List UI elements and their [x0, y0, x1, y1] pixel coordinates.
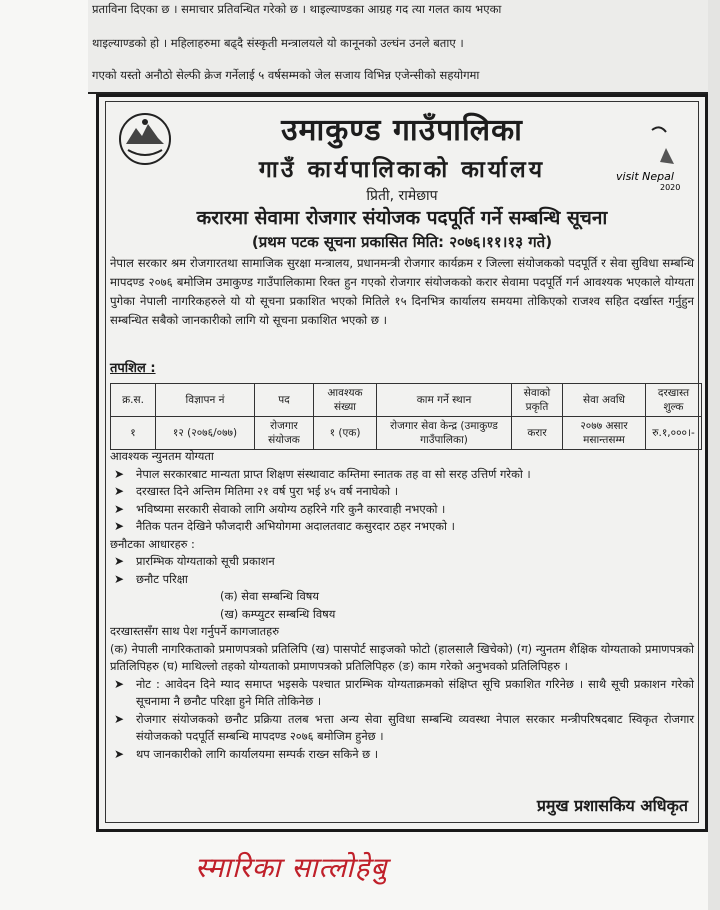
notice-title: करारमा सेवामा रोजगार संयोजक पदपूर्ति गर्ने सम्बन्धि सूचना: [196, 207, 608, 229]
details-heading: तपशिल :: [110, 361, 156, 376]
table-cell: १२ (२०७६/०७७): [156, 417, 255, 450]
table-header: क्र.स.: [111, 384, 156, 417]
office-name: गाउँ कार्यपालिकाको कार्यालय: [258, 157, 546, 183]
intro-paragraph: नेपाल सरकार श्रम रोजगारतथा सामाजिक सुरक्षा मन्त्रालय, प्रधानमन्त्री रोजगार कार्यक्रम र जिल्ला संयोजकको पदपूर्ति र सेवा सुविधा सम्बन्धि मापदण्ड २०७६ बमोजिम उमाकुण्ड गाउँपालिकामा रिक्त हुन गएको रोजगार संयोजकको करार सेवामा पदपूर्ति गर्न आवश्यक भएकाले योग्यता पुगेका नेपाली नागरिकहरुले यो यो सूचना प्रकाशित भएको मितिले १५ दिनभित्र कार्यालय समयमा तोकिएको राजश्व सहित दर्खास्त गर्नुहुन सम्बन्धित सबैको जानकारीको लागि यो सूचना प्रकाशित भएको छ ।: [110, 256, 694, 327]
qualification-heading: आवश्यक न्युनतम योग्यता: [110, 449, 214, 463]
news-line: प्रताविना दिएका छ । समाचार प्रतिवन्धित गरेको छ । थाइल्याण्डका आग्रह गद त्या गलत काय भएका: [92, 2, 502, 16]
office-location: प्रिती, रामेछाप: [366, 188, 438, 204]
page-edge: [708, 0, 720, 910]
exam-subject: (क) सेवा सम्बन्धि विषय: [220, 589, 319, 603]
table-cell: २०७७ असार मसान्तसम्म: [563, 417, 646, 450]
table-header: पद: [255, 384, 314, 417]
table-header-row: [111, 384, 702, 417]
table-header: सेवाको प्रकृति: [512, 384, 563, 417]
table-cell: रोजगार संयोजक: [255, 417, 314, 450]
list-item: ➤ भविष्यमा सरकारी सेवाको लागि अयोग्य ठहरिने गरि कुनै कारवाही नभएको ।: [110, 501, 694, 519]
list-item: ➤ प्रारम्भिक योग्यताको सूची प्रकाशन: [110, 553, 694, 571]
signatory: प्रमुख प्रशासकिय अधिकृत: [536, 796, 688, 815]
selection-heading: छनौटका आधारहरु :: [110, 536, 195, 551]
table-cell: १: [111, 417, 156, 450]
list-item: ➤ नैतिक पतन देखिने फौजदारी अभियोगमा अदालतवाट कसुरदार ठहर नभएको ।: [110, 518, 694, 536]
organization-name: उमाकुण्ड गाउँपालिका: [281, 113, 523, 148]
table-header: आवश्यक संख्या: [314, 384, 377, 417]
note-item: ➤ नोट : आवेदन दिने म्याद समाप्त भइसके पश्चात प्रारम्भिक योग्यताक्रमको संक्षिप्त सूचि प्रकाशित गरिनेछ । साथै सूची प्रकाशन गरेको सूचनामा नै छनौट परिक्षा हुने मिति तोकिनेछ ।: [110, 676, 694, 711]
vacancy-notice: [96, 94, 708, 832]
visit-nepal-year: 2020: [660, 183, 681, 192]
list-item: ➤ नेपाल सरकारबाट मान्यता प्राप्त शिक्षण संस्थावाट कम्तिमा स्नातक तह वा सो सरह उत्तिर्ण गरेको ।: [110, 466, 694, 484]
table-cell: रोजगार सेवा केन्द्र (उमाकुण्ड गाउँपालिका): [377, 417, 512, 450]
table-header: दरखास्त शुल्क: [646, 384, 702, 417]
table-header: सेवा अवधि: [563, 384, 646, 417]
list-item: ➤ दरखास्त दिने अन्तिम मितिमा २१ वर्ष पुरा भई ४५ वर्ष ननाघेको ।: [110, 483, 694, 501]
table-cell: १ (एक): [314, 417, 377, 450]
notice-subtitle: (प्रथम पटक सूचना प्रकासित मिति: २०७६।११।१३ गते): [251, 233, 553, 251]
exam-subject: (ख) कम्प्युटर सम्बन्धि विषय: [220, 606, 336, 621]
news-line: गएको यस्तो अनौठो सेल्फी क्रेज गर्नेलाई ५ वर्षसम्मको जेल सजाय विभिन्न एजेन्सीको सहयोगमा: [92, 68, 480, 82]
handwritten-note: स्मारिका सात्लोहेबु: [195, 851, 388, 884]
news-line: थाइल्याण्डको हो । महिलाहरुमा बढ्दै संस्कृती मन्त्रालयले यो कानूनको उल्घंन उनले बताए ।: [92, 36, 464, 50]
documents-list: (क) नेपाली नागरिकताको प्रमाणपत्रको प्रतिलिपि (ख) पासपोर्ट साइजको फोटो (हालसालै खिचेको) (ग) न्युनतम शैक्षिक योग्यताको प्रमाणपत्रको प्रतिलिपिहरु (घ) माथिल्लो तहको योग्यताको प्रमाणपत्रको प्रतिलिपिहरु (ङ) काम गरेको अनुभवको प्रतिलिपिहरु ।: [110, 641, 694, 673]
table-header: काम गर्ने स्थान: [377, 384, 512, 417]
table-cell: रु.१,०००।-: [646, 417, 702, 450]
note-item: ➤ थप जानकारीको लागि कार्यालयमा सम्पर्क राख्न सकिने छ ।: [110, 746, 694, 764]
note-item: ➤ रोजगार संयोजकको छनौट प्रक्रिया तलब भत्ता अन्य सेवा सुविधा सम्बन्धि व्यवस्था नेपाल सरकार मन्त्रीपरिषदबाट स्विकृत रोजगार संयोजकको पदपूर्ति सम्बन्धि मापदण्ड २०७६ बमोजिम हुनेछ ।: [110, 711, 694, 746]
table-cell: करार: [512, 417, 563, 450]
table-header: विज्ञापन नं: [156, 384, 255, 417]
vacancy-table: [110, 383, 702, 450]
visit-nepal-text: visit Nepal: [616, 170, 674, 183]
documents-heading: दरखास्तसँग साथ पेश गर्नुपर्ने कागजातहरु: [110, 624, 280, 638]
previous-news-strip: [88, 0, 708, 94]
table-row: [111, 417, 702, 450]
list-item: ➤ छनौट परिक्षा: [110, 571, 694, 589]
requirements-section: [110, 448, 694, 763]
